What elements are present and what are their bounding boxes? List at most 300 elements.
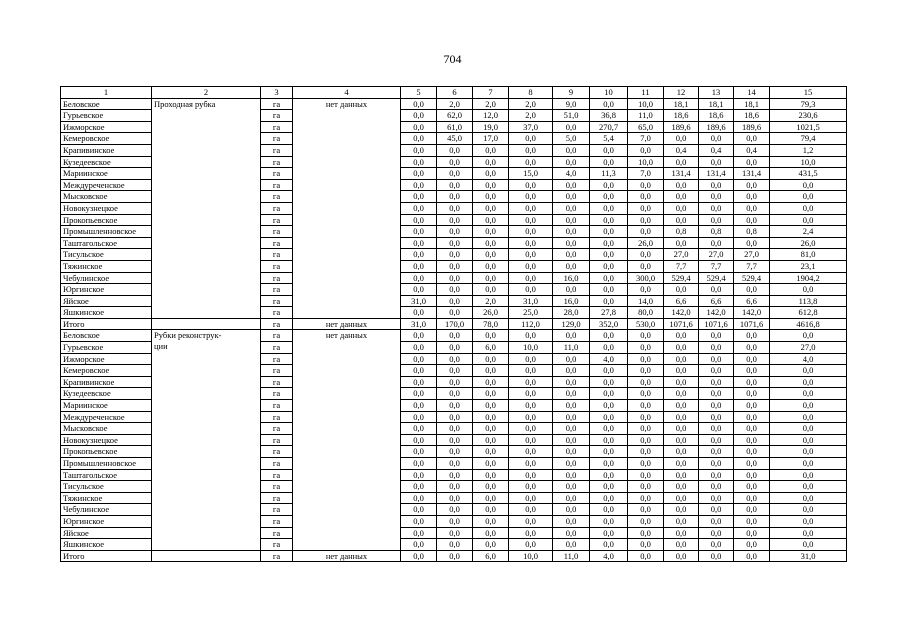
- value-cell: 0,0: [437, 388, 473, 400]
- value-cell: 26,0: [473, 307, 509, 319]
- value-cell: 0,0: [590, 249, 628, 261]
- value-cell: 0,0: [590, 191, 628, 203]
- value-cell: 0,0: [770, 504, 847, 516]
- column-header: 10: [590, 87, 628, 99]
- value-cell: 0,0: [437, 260, 473, 272]
- value-cell: 0,0: [770, 202, 847, 214]
- value-cell: 0,0: [628, 527, 664, 539]
- value-cell: 0,0: [401, 423, 437, 435]
- unit-cell: га: [261, 307, 293, 319]
- value-cell: 0,0: [473, 411, 509, 423]
- value-cell: 31,0: [401, 318, 437, 330]
- value-cell: 7,7: [664, 260, 699, 272]
- district-name: Ижморское: [61, 353, 152, 365]
- total-row: [61, 550, 847, 562]
- value-cell: 0,0: [770, 376, 847, 388]
- value-cell: 4,0: [590, 353, 628, 365]
- value-cell: 0,0: [437, 423, 473, 435]
- value-cell: 0,0: [770, 388, 847, 400]
- value-cell: 0,0: [699, 400, 734, 412]
- value-cell: 131,4: [699, 168, 734, 180]
- value-cell: 1021,5: [770, 121, 847, 133]
- value-cell: 0,0: [770, 539, 847, 551]
- value-cell: 0,0: [509, 492, 553, 504]
- district-name: Яйское: [61, 527, 152, 539]
- value-cell: 0,0: [770, 423, 847, 435]
- value-cell: 0,0: [509, 284, 553, 296]
- unit-cell: га: [261, 249, 293, 261]
- unit-cell: га: [261, 458, 293, 470]
- value-cell: 2,0: [509, 110, 553, 122]
- value-cell: 0,0: [699, 458, 734, 470]
- value-cell: 0,0: [770, 458, 847, 470]
- district-name: Ижморское: [61, 121, 152, 133]
- value-cell: 0,0: [734, 191, 770, 203]
- value-cell: 0,0: [664, 342, 699, 354]
- value-cell: 0,0: [401, 434, 437, 446]
- district-name: Тисульское: [61, 249, 152, 261]
- value-cell: 0,0: [699, 481, 734, 493]
- value-cell: 0,0: [590, 214, 628, 226]
- value-cell: 0,0: [628, 458, 664, 470]
- value-cell: 189,6: [664, 121, 699, 133]
- district-name: Новокузнецкое: [61, 434, 152, 446]
- value-cell: 17,0: [473, 133, 509, 145]
- value-cell: 0,0: [437, 411, 473, 423]
- value-cell: 0,0: [628, 191, 664, 203]
- district-name: Междуреченское: [61, 179, 152, 191]
- unit-cell: га: [261, 318, 293, 330]
- unit-cell: га: [261, 376, 293, 388]
- value-cell: 0,0: [473, 179, 509, 191]
- column-header: 7: [473, 87, 509, 99]
- value-cell: 0,0: [590, 226, 628, 238]
- cutting-type-line: Рубки реконструк-: [154, 330, 222, 341]
- value-cell: 0,0: [628, 342, 664, 354]
- district-name: Новокузнецкое: [61, 202, 152, 214]
- value-cell: 0,0: [553, 260, 590, 272]
- value-cell: 0,0: [401, 202, 437, 214]
- district-name: Мысковское: [61, 423, 152, 435]
- value-cell: 0,0: [770, 492, 847, 504]
- value-cell: 0,0: [437, 515, 473, 527]
- value-cell: 0,0: [553, 144, 590, 156]
- unit-cell: га: [261, 400, 293, 412]
- value-cell: 0,0: [590, 144, 628, 156]
- unit-cell: га: [261, 330, 293, 342]
- cutting-type-line: ции: [154, 340, 168, 351]
- value-cell: 0,0: [770, 284, 847, 296]
- value-cell: 0,0: [437, 156, 473, 168]
- district-name: Итого: [61, 550, 152, 562]
- value-cell: 0,0: [734, 481, 770, 493]
- value-cell: 0,0: [699, 539, 734, 551]
- value-cell: 0,0: [401, 272, 437, 284]
- value-cell: 14,0: [628, 295, 664, 307]
- value-cell: 0,0: [473, 226, 509, 238]
- value-cell: 0,8: [664, 226, 699, 238]
- value-cell: 6,0: [473, 342, 509, 354]
- value-cell: 0,0: [437, 237, 473, 249]
- value-cell: 0,0: [699, 550, 734, 562]
- district-name: Юргинское: [61, 284, 152, 296]
- district-name: Кузедеевское: [61, 156, 152, 168]
- value-cell: 0,0: [664, 539, 699, 551]
- value-cell: 37,0: [509, 121, 553, 133]
- value-cell: 0,0: [437, 307, 473, 319]
- value-cell: 0,0: [401, 353, 437, 365]
- value-cell: 0,0: [401, 504, 437, 516]
- empty-cell: [152, 318, 261, 330]
- value-cell: 0,0: [590, 446, 628, 458]
- district-name: Яшкинское: [61, 307, 152, 319]
- value-cell: 1071,6: [699, 318, 734, 330]
- value-cell: 0,0: [590, 527, 628, 539]
- value-cell: 0,0: [734, 527, 770, 539]
- value-cell: 0,0: [437, 214, 473, 226]
- header-row: [61, 87, 847, 99]
- value-cell: 0,0: [401, 539, 437, 551]
- district-name: Прокопьевское: [61, 446, 152, 458]
- value-cell: 529,4: [734, 272, 770, 284]
- value-cell: 0,0: [473, 191, 509, 203]
- value-cell: 0,0: [734, 237, 770, 249]
- value-cell: 0,0: [770, 481, 847, 493]
- value-cell: 0,0: [509, 365, 553, 377]
- value-cell: 0,0: [590, 272, 628, 284]
- column-header: 8: [509, 87, 553, 99]
- value-cell: 189,6: [734, 121, 770, 133]
- value-cell: 0,8: [734, 226, 770, 238]
- district-name: Тяжинское: [61, 492, 152, 504]
- value-cell: 0,0: [553, 179, 590, 191]
- value-cell: 0,0: [473, 237, 509, 249]
- value-cell: 0,0: [553, 515, 590, 527]
- value-cell: 0,0: [509, 434, 553, 446]
- value-cell: 0,0: [509, 481, 553, 493]
- value-cell: 0,0: [509, 353, 553, 365]
- value-cell: 0,0: [664, 202, 699, 214]
- value-cell: 0,0: [401, 527, 437, 539]
- unit-cell: га: [261, 98, 293, 110]
- value-cell: 4,0: [553, 168, 590, 180]
- value-cell: 0,0: [590, 260, 628, 272]
- value-cell: 0,0: [437, 191, 473, 203]
- value-cell: 0,0: [401, 226, 437, 238]
- value-cell: 10,0: [509, 550, 553, 562]
- value-cell: 0,0: [553, 365, 590, 377]
- value-cell: 0,0: [553, 458, 590, 470]
- value-cell: 0,0: [509, 179, 553, 191]
- value-cell: 0,0: [437, 330, 473, 342]
- table-row: [61, 330, 847, 342]
- unit-cell: га: [261, 121, 293, 133]
- value-cell: 0,0: [699, 388, 734, 400]
- unit-cell: га: [261, 469, 293, 481]
- value-cell: 0,0: [664, 214, 699, 226]
- value-cell: 0,0: [699, 353, 734, 365]
- value-cell: 0,0: [473, 504, 509, 516]
- value-cell: 6,6: [734, 295, 770, 307]
- value-cell: 0,0: [437, 342, 473, 354]
- value-cell: 0,0: [401, 284, 437, 296]
- district-name: Кемеровское: [61, 133, 152, 145]
- value-cell: 0,0: [590, 295, 628, 307]
- value-cell: 0,0: [664, 376, 699, 388]
- empty-cell: [152, 550, 261, 562]
- value-cell: 6,0: [473, 550, 509, 562]
- value-cell: 0,0: [590, 98, 628, 110]
- value-cell: 0,0: [401, 121, 437, 133]
- value-cell: 0,0: [699, 342, 734, 354]
- value-cell: 0,0: [553, 527, 590, 539]
- value-cell: 0,0: [553, 249, 590, 261]
- unit-cell: га: [261, 446, 293, 458]
- unit-cell: га: [261, 202, 293, 214]
- value-cell: 15,0: [509, 168, 553, 180]
- value-cell: 7,7: [734, 260, 770, 272]
- value-cell: 18,1: [699, 98, 734, 110]
- column-header: 5: [401, 87, 437, 99]
- value-cell: 0,0: [401, 515, 437, 527]
- value-cell: 0,0: [628, 481, 664, 493]
- value-cell: 0,0: [734, 133, 770, 145]
- value-cell: 28,0: [553, 307, 590, 319]
- value-cell: 530,0: [628, 318, 664, 330]
- value-cell: 112,0: [509, 318, 553, 330]
- unit-cell: га: [261, 539, 293, 551]
- value-cell: 0,0: [473, 376, 509, 388]
- value-cell: 0,0: [664, 237, 699, 249]
- value-cell: 65,0: [628, 121, 664, 133]
- value-cell: 27,0: [664, 249, 699, 261]
- value-cell: 0,0: [509, 376, 553, 388]
- value-cell: 36,8: [590, 110, 628, 122]
- value-cell: 0,0: [734, 423, 770, 435]
- value-cell: 25,0: [509, 307, 553, 319]
- unit-cell: га: [261, 527, 293, 539]
- value-cell: 5,4: [590, 133, 628, 145]
- value-cell: 0,0: [664, 504, 699, 516]
- district-name: Прокопьевское: [61, 214, 152, 226]
- value-cell: 0,0: [473, 353, 509, 365]
- value-cell: 0,0: [628, 504, 664, 516]
- value-cell: 18,1: [734, 98, 770, 110]
- value-cell: 0,0: [664, 284, 699, 296]
- value-cell: 189,6: [699, 121, 734, 133]
- value-cell: 0,0: [401, 249, 437, 261]
- district-name: Яйское: [61, 295, 152, 307]
- value-cell: 0,0: [509, 214, 553, 226]
- value-cell: 131,4: [734, 168, 770, 180]
- unit-cell: га: [261, 237, 293, 249]
- value-cell: 0,0: [473, 469, 509, 481]
- value-cell: 0,0: [401, 330, 437, 342]
- district-name: Промышленновское: [61, 458, 152, 470]
- value-cell: 0,0: [437, 550, 473, 562]
- value-cell: 0,0: [734, 376, 770, 388]
- value-cell: 0,0: [509, 446, 553, 458]
- value-cell: 0,0: [664, 191, 699, 203]
- value-cell: 0,0: [437, 376, 473, 388]
- value-cell: 0,0: [628, 388, 664, 400]
- value-cell: 0,0: [473, 458, 509, 470]
- value-cell: 1071,6: [664, 318, 699, 330]
- value-cell: 27,0: [734, 249, 770, 261]
- value-cell: 0,0: [553, 400, 590, 412]
- value-cell: 131,4: [664, 168, 699, 180]
- value-cell: 0,0: [401, 481, 437, 493]
- value-cell: 0,0: [553, 446, 590, 458]
- value-cell: 0,0: [401, 376, 437, 388]
- value-cell: 0,0: [699, 330, 734, 342]
- value-cell: 0,0: [699, 504, 734, 516]
- value-cell: 0,0: [628, 226, 664, 238]
- value-cell: 0,0: [437, 295, 473, 307]
- value-cell: 0,0: [437, 168, 473, 180]
- value-cell: 0,0: [590, 376, 628, 388]
- value-cell: 0,0: [401, 133, 437, 145]
- value-cell: 10,0: [509, 342, 553, 354]
- value-cell: 0,0: [509, 527, 553, 539]
- value-cell: 12,0: [473, 110, 509, 122]
- district-name: Междуреченское: [61, 411, 152, 423]
- value-cell: 0,0: [437, 539, 473, 551]
- value-cell: 0,0: [590, 458, 628, 470]
- value-cell: 27,0: [699, 249, 734, 261]
- value-cell: 0,0: [473, 214, 509, 226]
- value-cell: 0,0: [473, 260, 509, 272]
- value-cell: 0,0: [401, 446, 437, 458]
- value-cell: 0,0: [628, 550, 664, 562]
- value-cell: 1071,6: [734, 318, 770, 330]
- value-cell: 0,0: [509, 458, 553, 470]
- value-cell: 0,0: [590, 388, 628, 400]
- value-cell: 5,0: [553, 133, 590, 145]
- value-cell: 0,0: [437, 469, 473, 481]
- value-cell: 0,0: [473, 527, 509, 539]
- value-cell: 113,8: [770, 295, 847, 307]
- value-cell: 0,0: [509, 400, 553, 412]
- value-cell: 0,0: [473, 446, 509, 458]
- value-cell: 0,0: [509, 504, 553, 516]
- value-cell: 270,7: [590, 121, 628, 133]
- value-cell: 2,0: [437, 98, 473, 110]
- unit-cell: га: [261, 515, 293, 527]
- value-cell: 26,0: [628, 237, 664, 249]
- value-cell: 0,0: [664, 353, 699, 365]
- unit-cell: га: [261, 550, 293, 562]
- value-cell: 0,0: [699, 515, 734, 527]
- column-header: 11: [628, 87, 664, 99]
- value-cell: 0,0: [509, 260, 553, 272]
- value-cell: 0,0: [401, 144, 437, 156]
- value-cell: 0,0: [401, 411, 437, 423]
- value-cell: 0,0: [590, 504, 628, 516]
- value-cell: 0,0: [628, 469, 664, 481]
- value-cell: 0,0: [473, 330, 509, 342]
- value-cell: 0,0: [553, 330, 590, 342]
- value-cell: 1,2: [770, 144, 847, 156]
- value-cell: 45,0: [437, 133, 473, 145]
- cutting-type-label: [152, 98, 261, 318]
- value-cell: 0,0: [664, 446, 699, 458]
- value-cell: 2,0: [473, 98, 509, 110]
- value-cell: 0,0: [401, 156, 437, 168]
- value-cell: 0,0: [509, 156, 553, 168]
- value-cell: 0,0: [437, 481, 473, 493]
- column-header: 14: [734, 87, 770, 99]
- value-cell: 0,0: [770, 330, 847, 342]
- value-cell: 0,0: [699, 284, 734, 296]
- value-cell: 81,0: [770, 249, 847, 261]
- value-cell: 2,4: [770, 226, 847, 238]
- value-cell: 0,4: [734, 144, 770, 156]
- unit-cell: га: [261, 272, 293, 284]
- value-cell: 0,0: [770, 214, 847, 226]
- value-cell: 0,0: [590, 342, 628, 354]
- value-cell: 0,0: [664, 423, 699, 435]
- value-cell: 0,0: [401, 98, 437, 110]
- value-cell: 352,0: [590, 318, 628, 330]
- district-name: Чебулинское: [61, 272, 152, 284]
- value-cell: 0,0: [553, 504, 590, 516]
- table-row: [61, 98, 847, 110]
- value-cell: 0,0: [628, 353, 664, 365]
- value-cell: 0,0: [734, 539, 770, 551]
- value-cell: 0,0: [699, 365, 734, 377]
- value-cell: 0,0: [553, 353, 590, 365]
- unit-cell: га: [261, 110, 293, 122]
- value-cell: 4616,8: [770, 318, 847, 330]
- value-cell: 0,0: [509, 515, 553, 527]
- value-cell: 0,0: [473, 539, 509, 551]
- district-name: Таштагольское: [61, 237, 152, 249]
- district-name: Чебулинское: [61, 504, 152, 516]
- value-cell: 2,0: [473, 295, 509, 307]
- value-cell: 0,0: [590, 365, 628, 377]
- value-cell: 0,0: [628, 260, 664, 272]
- value-cell: 170,0: [437, 318, 473, 330]
- value-cell: 18,6: [664, 110, 699, 122]
- unit-cell: га: [261, 284, 293, 296]
- value-cell: 0,0: [734, 388, 770, 400]
- value-cell: 0,0: [509, 249, 553, 261]
- district-name: Кемеровское: [61, 365, 152, 377]
- value-cell: 0,0: [664, 179, 699, 191]
- total-row: [61, 318, 847, 330]
- district-name: Беловское: [61, 98, 152, 110]
- value-cell: 0,0: [553, 481, 590, 493]
- district-name: Мысковское: [61, 191, 152, 203]
- value-cell: 0,0: [699, 376, 734, 388]
- value-cell: 61,0: [437, 121, 473, 133]
- value-cell: 0,0: [628, 411, 664, 423]
- value-cell: 0,0: [664, 527, 699, 539]
- value-cell: 2,0: [509, 98, 553, 110]
- value-cell: 0,0: [628, 400, 664, 412]
- value-cell: 11,0: [553, 342, 590, 354]
- value-cell: 0,0: [509, 388, 553, 400]
- value-cell: 0,0: [401, 191, 437, 203]
- value-cell: 19,0: [473, 121, 509, 133]
- value-cell: 0,0: [734, 550, 770, 562]
- district-name: Промышленновское: [61, 226, 152, 238]
- value-cell: 11,3: [590, 168, 628, 180]
- value-cell: 0,0: [734, 179, 770, 191]
- value-cell: 10,0: [628, 156, 664, 168]
- value-cell: 0,0: [437, 202, 473, 214]
